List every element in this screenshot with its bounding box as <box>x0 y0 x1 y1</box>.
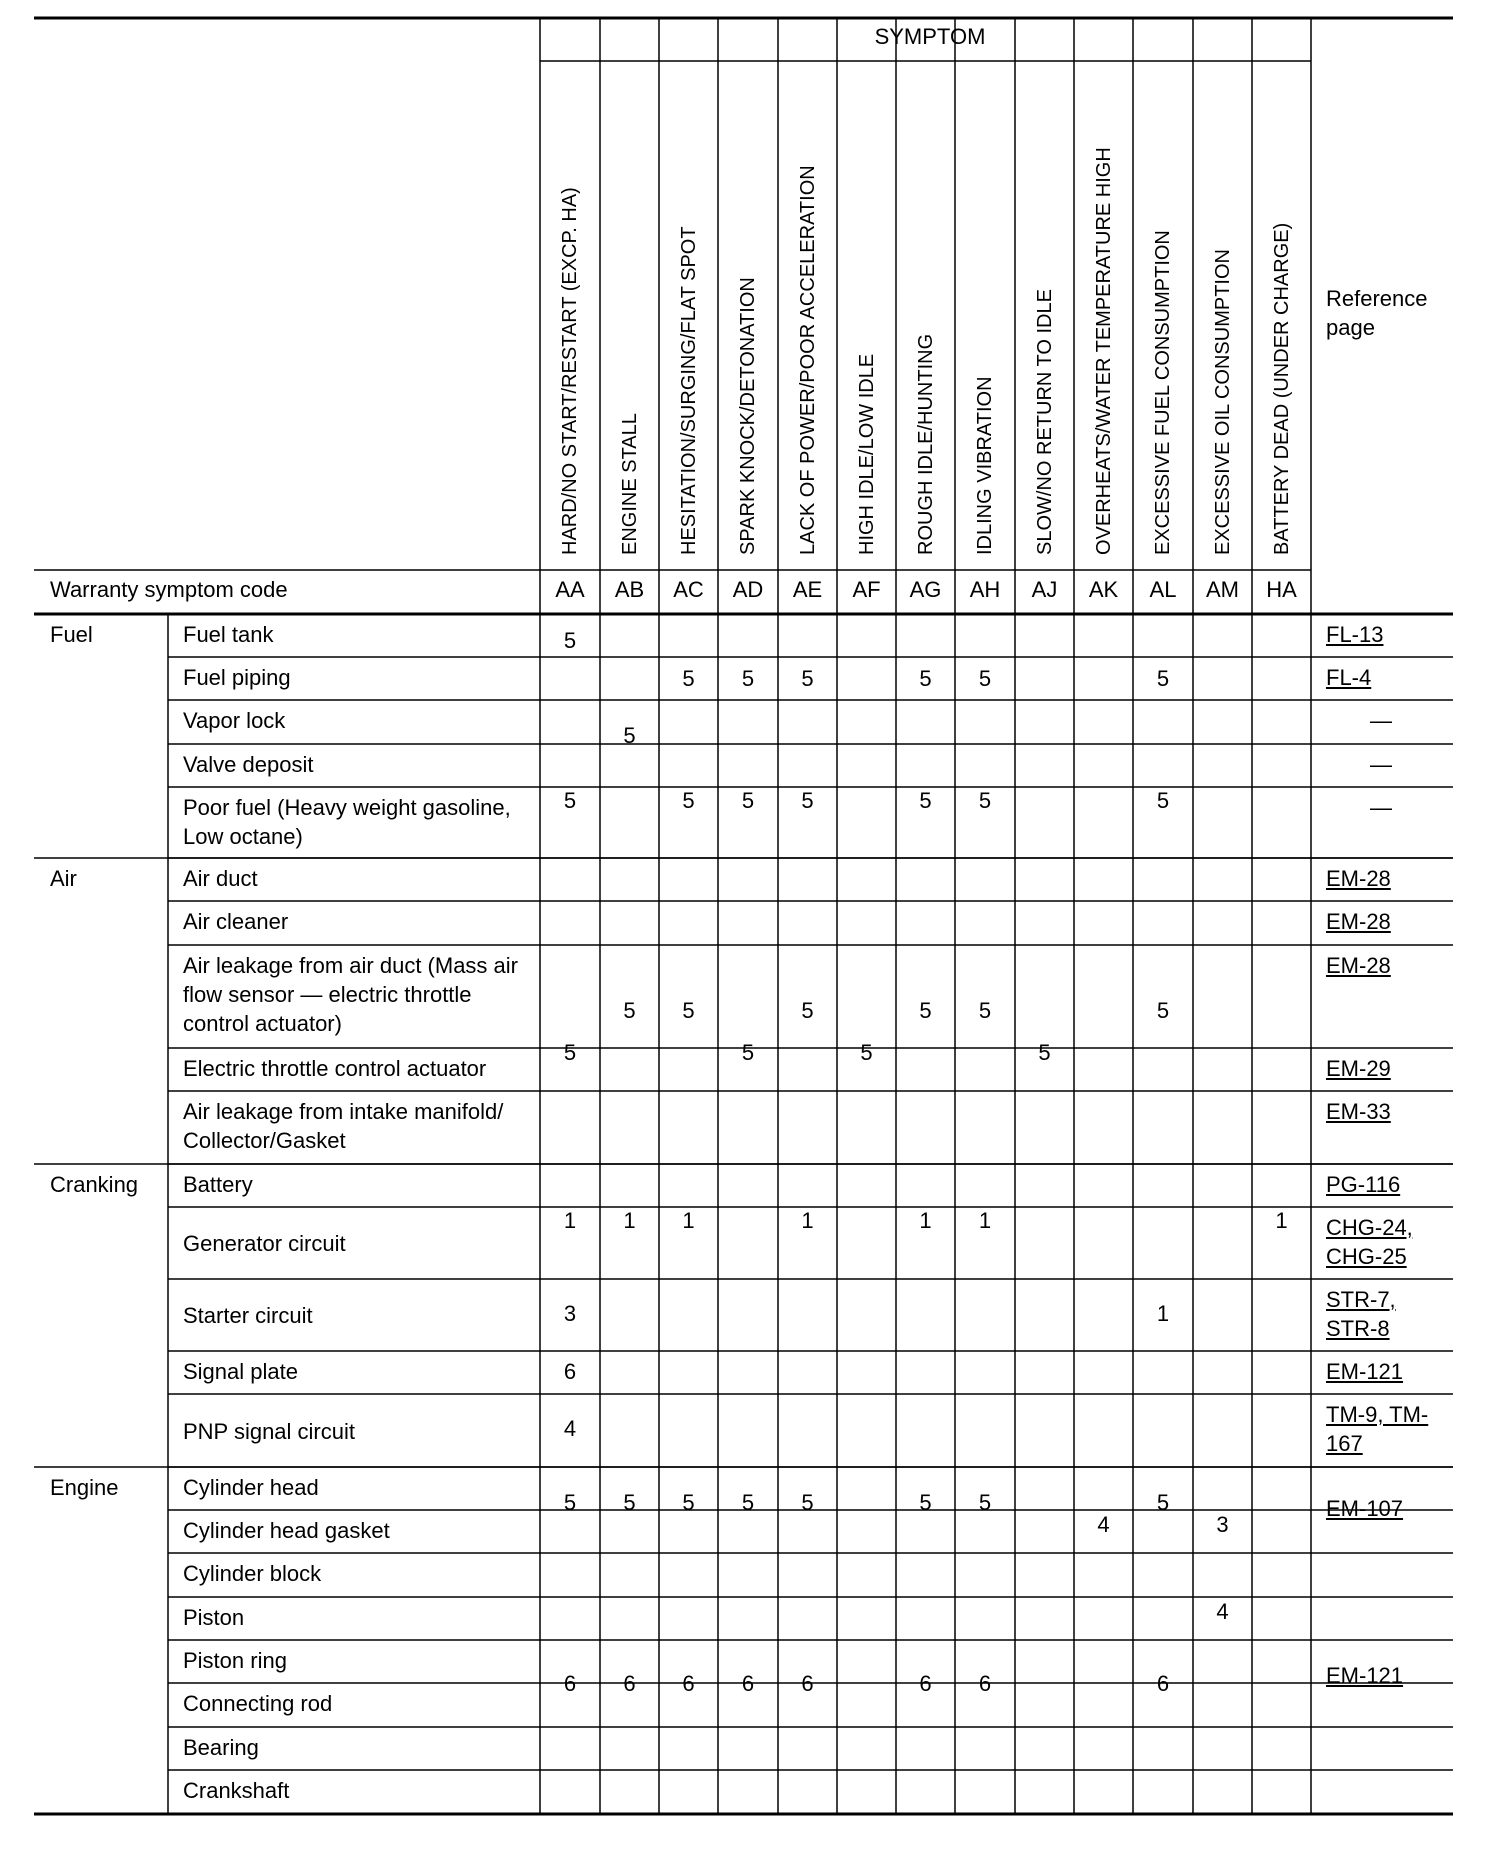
cell-value: 4 <box>1216 1599 1229 1624</box>
item-label: Cylinder head <box>183 1475 319 1500</box>
item-label: Piston <box>183 1605 245 1630</box>
symptom-code-ac: AC <box>673 577 704 602</box>
reference-link[interactable]: PG-116 <box>1326 1172 1401 1197</box>
cell-value: 5 <box>741 1040 755 1065</box>
group-engine: Engine <box>50 1475 119 1500</box>
item-label: PNP signal circuit <box>183 1418 355 1444</box>
cell-value: 6 <box>919 1671 932 1696</box>
reference-link[interactable]: EM-28 <box>1326 953 1391 978</box>
cell-value: 5 <box>1156 1490 1170 1515</box>
symptom-label-al: EXCESSIVE FUEL CONSUMPTION <box>1152 230 1174 555</box>
cell-value: 6 <box>978 1671 992 1696</box>
reference-link[interactable]: FL-13 <box>1326 622 1384 647</box>
cell-value: 6 <box>1156 1671 1170 1696</box>
symptom-code-ah: AH <box>969 577 1001 602</box>
group-fuel: Fuel <box>50 622 93 647</box>
symptom-code-ae: AE <box>792 577 823 602</box>
symptom-label-af: HIGH IDLE/LOW IDLE <box>855 353 878 555</box>
symptom-label-ak: OVERHEATS/WATER TEMPERATURE HIGH <box>1092 147 1115 555</box>
item-label: Electric throttle control actuator <box>183 1056 487 1081</box>
cell-value: 4 <box>563 1416 577 1441</box>
cell-value: 5 <box>801 788 814 813</box>
cell-value: 5 <box>682 666 695 691</box>
reference-link[interactable]: EM-121 <box>1326 1663 1404 1688</box>
item-label: Cylinder block <box>183 1561 322 1586</box>
reference-none: — <box>1370 708 1392 733</box>
reference-link[interactable]: EM-28 <box>1326 866 1391 891</box>
cell-value: 5 <box>801 998 814 1023</box>
cell-value: 1 <box>978 1208 992 1233</box>
symptom-code-ha: HA <box>1266 577 1297 602</box>
symptom-code-ab: AB <box>614 577 645 602</box>
cell-value: 5 <box>919 1490 932 1515</box>
item-label: Bearing <box>183 1735 259 1760</box>
cell-value: 5 <box>563 788 577 813</box>
cell-value: 6 <box>801 1671 814 1696</box>
item-label: Fuel tank <box>183 622 274 647</box>
reference-link[interactable]: 167 <box>1326 1431 1363 1456</box>
item-label: Fuel piping <box>183 665 291 690</box>
reference-cell[interactable] <box>1326 1097 1391 1126</box>
cell-value: 1 <box>623 1208 636 1233</box>
symptom-header: SYMPTOM <box>874 24 986 49</box>
item-label: Vapor lock <box>183 708 286 733</box>
reference-cell[interactable] <box>1326 1494 1403 1523</box>
cell-value: 5 <box>919 666 932 691</box>
cell-value: 4 <box>1097 1512 1110 1537</box>
reference-page-header: Reference page <box>1326 286 1428 340</box>
cell-value: 5 <box>801 666 814 691</box>
reference-link[interactable]: STR-7, <box>1326 1287 1396 1312</box>
cell-value: 5 <box>682 1490 695 1515</box>
cell-value: 5 <box>682 998 695 1023</box>
reference-cell[interactable] <box>1326 1170 1400 1199</box>
cell-value: 3 <box>1216 1512 1229 1537</box>
cell-value: 1 <box>919 1208 932 1233</box>
symptom-code-ag: AG <box>909 577 942 602</box>
cell-value: 5 <box>978 788 992 813</box>
symptom-code-aa: AA <box>555 577 585 602</box>
reference-cell[interactable] <box>1326 907 1391 936</box>
cell-value: 5 <box>978 1490 992 1515</box>
symptom-code-am: AM <box>1206 577 1239 602</box>
item-label: Air leakage from air duct (Mass air flow sensor — electric throttle control actuator) <box>183 953 518 1036</box>
item-label: Piston ring <box>183 1648 287 1673</box>
reference-cell[interactable] <box>1326 1285 1396 1343</box>
reference-cell[interactable] <box>1326 620 1383 649</box>
group-air: Air <box>50 866 77 891</box>
symptom-code-af: AF <box>852 577 881 602</box>
symptom-code-al: AL <box>1149 577 1177 602</box>
cell-value: 5 <box>1156 666 1170 691</box>
symptom-label-ab: ENGINE STALL <box>618 413 641 555</box>
cell-value: 6 <box>563 1359 577 1384</box>
cell-value: 5 <box>623 1490 636 1515</box>
cell-value: 5 <box>741 1490 755 1515</box>
cell-value: 6 <box>741 1671 755 1696</box>
reference-link[interactable]: EM-107 <box>1326 1496 1404 1521</box>
item-label: Connecting rod <box>183 1691 333 1716</box>
reference-cell[interactable] <box>1326 1400 1428 1458</box>
cell-value: 5 <box>563 628 577 653</box>
reference-cell[interactable] <box>1326 663 1371 692</box>
symptom-label-ah: IDLING VIBRATION <box>974 376 996 555</box>
reference-link[interactable]: CHG-25 <box>1326 1244 1407 1269</box>
cell-value: 1 <box>1275 1208 1288 1233</box>
reference-link[interactable]: TM-9, TM- <box>1326 1402 1429 1427</box>
reference-cell[interactable] <box>1326 1661 1403 1690</box>
cell-value: 1 <box>682 1208 695 1233</box>
symptom-code-aj: AJ <box>1031 577 1058 602</box>
item-label: Battery <box>183 1172 253 1197</box>
item-label: Air cleaner <box>183 909 289 934</box>
reference-link[interactable]: EM-29 <box>1326 1056 1391 1081</box>
cell-value: 5 <box>860 1040 873 1065</box>
reference-link[interactable]: STR-8 <box>1326 1316 1390 1341</box>
cell-value: 5 <box>1156 998 1170 1023</box>
cell-value: 5 <box>919 998 932 1023</box>
symptom-label-ae: LACK OF POWER/POOR ACCELERATION <box>796 165 819 555</box>
cell-value: 5 <box>563 1040 577 1065</box>
reference-cell[interactable] <box>1326 1213 1413 1271</box>
reference-link[interactable]: EM-28 <box>1326 909 1391 934</box>
reference-link[interactable]: EM-121 <box>1326 1359 1404 1384</box>
reference-cell[interactable] <box>1326 1054 1391 1083</box>
cell-value: 1 <box>801 1208 814 1233</box>
cell-value: 5 <box>1156 788 1170 813</box>
reference-link[interactable]: CHG-24, <box>1326 1215 1413 1240</box>
cell-value: 5 <box>978 666 992 691</box>
cell-value: 6 <box>563 1671 577 1696</box>
cell-value: 5 <box>1038 1040 1051 1065</box>
symptom-label-ha: BATTERY DEAD (UNDER CHARGE) <box>1270 222 1293 555</box>
cell-value: 5 <box>801 1490 814 1515</box>
cell-value: 5 <box>741 788 755 813</box>
item-label: Air leakage from intake manifold/ Collector/Gasket <box>183 1099 504 1153</box>
reference-none: — <box>1370 752 1392 777</box>
reference-link[interactable]: FL-4 <box>1326 665 1372 690</box>
item-label: Signal plate <box>183 1359 298 1384</box>
item-label: Cylinder head gasket <box>183 1518 390 1543</box>
cell-value: 5 <box>623 723 636 748</box>
item-label: Valve deposit <box>183 752 314 777</box>
cell-value: 5 <box>623 998 636 1023</box>
symptom-label-ag: ROUGH IDLE/HUNTING <box>914 333 937 555</box>
reference-cell[interactable] <box>1326 1357 1403 1386</box>
cell-value: 5 <box>741 666 755 691</box>
reference-cell[interactable] <box>1326 864 1391 893</box>
item-label: Starter circuit <box>183 1303 313 1328</box>
reference-cell[interactable] <box>1326 951 1391 980</box>
item-label: Air duct <box>183 866 258 891</box>
cell-value: 6 <box>682 1671 695 1696</box>
cell-value: 5 <box>919 788 932 813</box>
symptom-code-ak: AK <box>1088 577 1119 602</box>
cell-value: 5 <box>682 788 695 813</box>
cell-value: 1 <box>563 1208 577 1233</box>
symptom-code-ad: AD <box>732 577 764 602</box>
cell-value: 5 <box>978 998 992 1023</box>
symptom-label-aj: SLOW/NO RETURN TO IDLE <box>1033 289 1056 555</box>
cell-value: 6 <box>623 1671 636 1696</box>
cell-value: 5 <box>563 1490 577 1515</box>
cell-value: 1 <box>1156 1301 1170 1326</box>
group-cranking: Cranking <box>50 1172 139 1197</box>
symptom-label-ac: HESITATION/SURGING/FLAT SPOT <box>677 226 700 555</box>
item-label: Poor fuel (Heavy weight gasoline, Low octane) <box>183 795 511 849</box>
reference-none: — <box>1370 795 1392 820</box>
cell-value: 3 <box>563 1301 577 1326</box>
item-label: Generator circuit <box>183 1231 346 1256</box>
reference-link[interactable]: EM-33 <box>1326 1099 1391 1124</box>
symptom-label-ad: SPARK KNOCK/DETONATION <box>737 277 759 555</box>
symptom-label-am: EXCESSIVE OIL CONSUMPTION <box>1211 249 1234 555</box>
item-label: Crankshaft <box>183 1778 290 1803</box>
symptom-label-aa: HARD/NO START/RESTART (EXCP. HA) <box>559 187 581 555</box>
warranty-code-label: Warranty symptom code <box>50 577 288 602</box>
